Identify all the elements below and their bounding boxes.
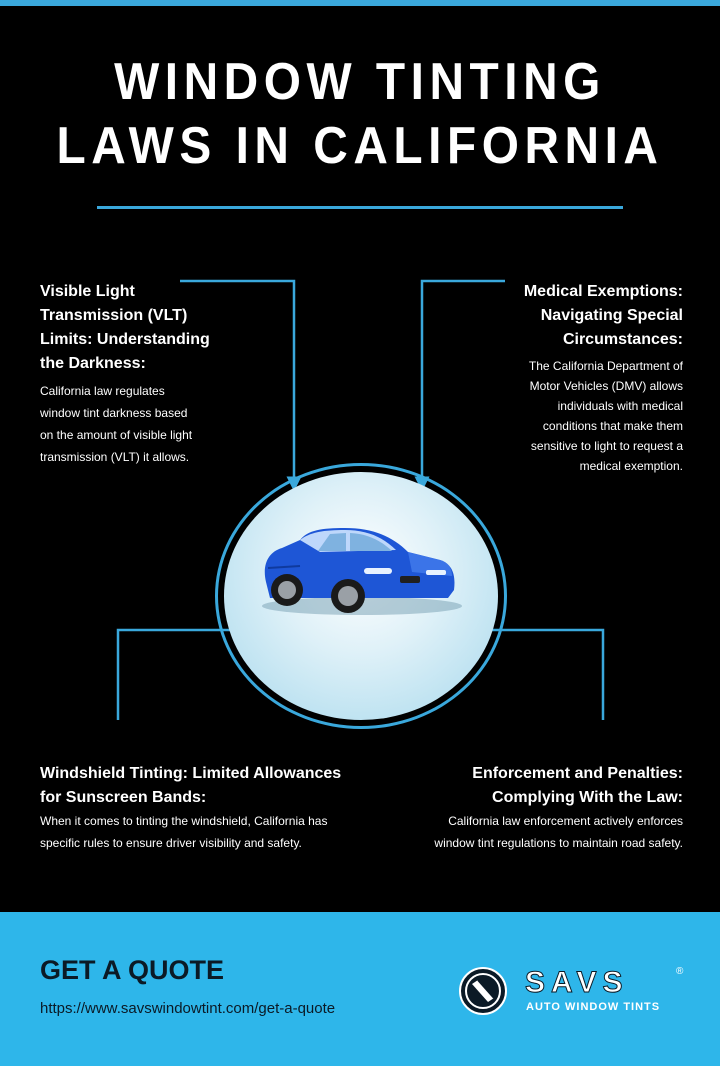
- brand-name: SAVS: [525, 966, 629, 999]
- windshield-heading: Windshield Tinting: Limited Allowances for Sunscreen Bands:: [40, 765, 342, 806]
- vlt-heading: Visible Light Transmission (VLT) Limits: Understanding the Darkness:: [40, 283, 210, 372]
- enforcement-heading: Enforcement and Penalties: Complying With the Law:: [472, 765, 683, 806]
- windshield-body: When it comes to tinting the windshield, California has specific rules to ensure driver visibility and safety.: [40, 814, 328, 850]
- vlt-body: California law regulates window tint darkness based on the amount of visible light transmission (VLT) it allows.: [40, 384, 193, 464]
- medical-heading: Medical Exemptions: Navigating Special Circumstances:: [523, 283, 683, 348]
- get-a-quote-heading[interactable]: GET A QUOTE: [40, 955, 225, 985]
- enforcement-body: California law enforcement actively enforces window tint regulations to maintain road safety.: [434, 814, 683, 850]
- medical-body: The California Department of Motor Vehicles (DMV) allows individuals with medical conditions that make them sensitive to light to request a medical exemption.: [528, 359, 683, 473]
- title-line-2: LAWS IN CALIFORNIA: [56, 117, 664, 175]
- brand-tagline: AUTO WINDOW TINTS: [526, 1001, 661, 1013]
- section-enforcement: [383, 762, 683, 854]
- quote-url-link[interactable]: https://www.savswindowtint.com/get-a-quote: [40, 1000, 336, 1017]
- title-line-1: WINDOW TINTING: [114, 53, 606, 111]
- car-icon: [262, 528, 462, 615]
- savs-logo-icon: [458, 966, 508, 1016]
- registered-mark: ®: [676, 966, 684, 977]
- section-windshield: [40, 762, 370, 854]
